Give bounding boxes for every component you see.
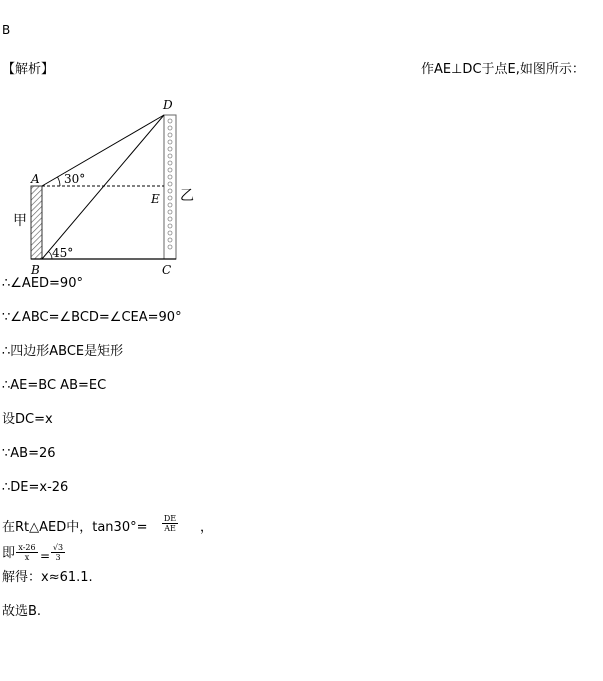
building-left-rect: [31, 186, 42, 259]
step-4: ∴AE=BC AB=EC: [2, 378, 107, 393]
intro-text: 作AE⊥DC于点E,如图所示：: [421, 62, 585, 77]
step-1: ∴∠AED=90°: [2, 276, 83, 291]
tan-line-suffix: ，: [200, 520, 214, 535]
angle-label-45: 45°: [52, 246, 74, 260]
solve-line: 解得：x≈61.1.: [2, 570, 93, 585]
angle-label-30: 30°: [64, 172, 86, 186]
eq-rhs-den: 3: [51, 552, 65, 562]
step-2: ∵∠ABC=∠BCD=∠CEA=90°: [2, 310, 182, 325]
section-label: 【解析】: [2, 62, 55, 77]
geometry-figure: [0, 95, 220, 280]
label-building-right: 乙: [180, 188, 194, 204]
eq-lhs-fraction: [16, 543, 38, 562]
eq-equals: =: [40, 549, 51, 563]
label-e: E: [151, 192, 160, 206]
tan-fraction: [162, 514, 178, 533]
step-6: ∵AB=26: [2, 446, 56, 461]
step-5: 设DC=x: [2, 412, 53, 427]
step-3: ∴四边形ABCE是矩形: [2, 344, 124, 359]
eq-lhs-den: x: [16, 552, 38, 562]
line-ad: [42, 115, 164, 186]
answer-letter: B: [2, 23, 11, 37]
step-7: ∴DE=x-26: [2, 480, 69, 495]
label-a: A: [31, 172, 40, 186]
label-b: B: [31, 263, 40, 277]
angle-arc-30: [58, 177, 61, 186]
tan-line-prefix: 在Rt△AED中，tan30°=: [2, 520, 148, 535]
line-bd: [42, 115, 164, 259]
eq-lhs-num: x-26: [18, 543, 36, 552]
label-d: D: [163, 98, 173, 112]
tan-fraction-den: AE: [162, 523, 178, 533]
conclusion-line: 故选B.: [2, 604, 42, 619]
label-building-left: 甲: [13, 213, 27, 229]
label-c: C: [162, 263, 172, 277]
eq-line-prefix: 即: [2, 546, 16, 561]
eq-rhs-num: √3: [52, 543, 64, 552]
eq-rhs-fraction: [51, 543, 65, 562]
tan-fraction-num: DE: [163, 514, 177, 523]
